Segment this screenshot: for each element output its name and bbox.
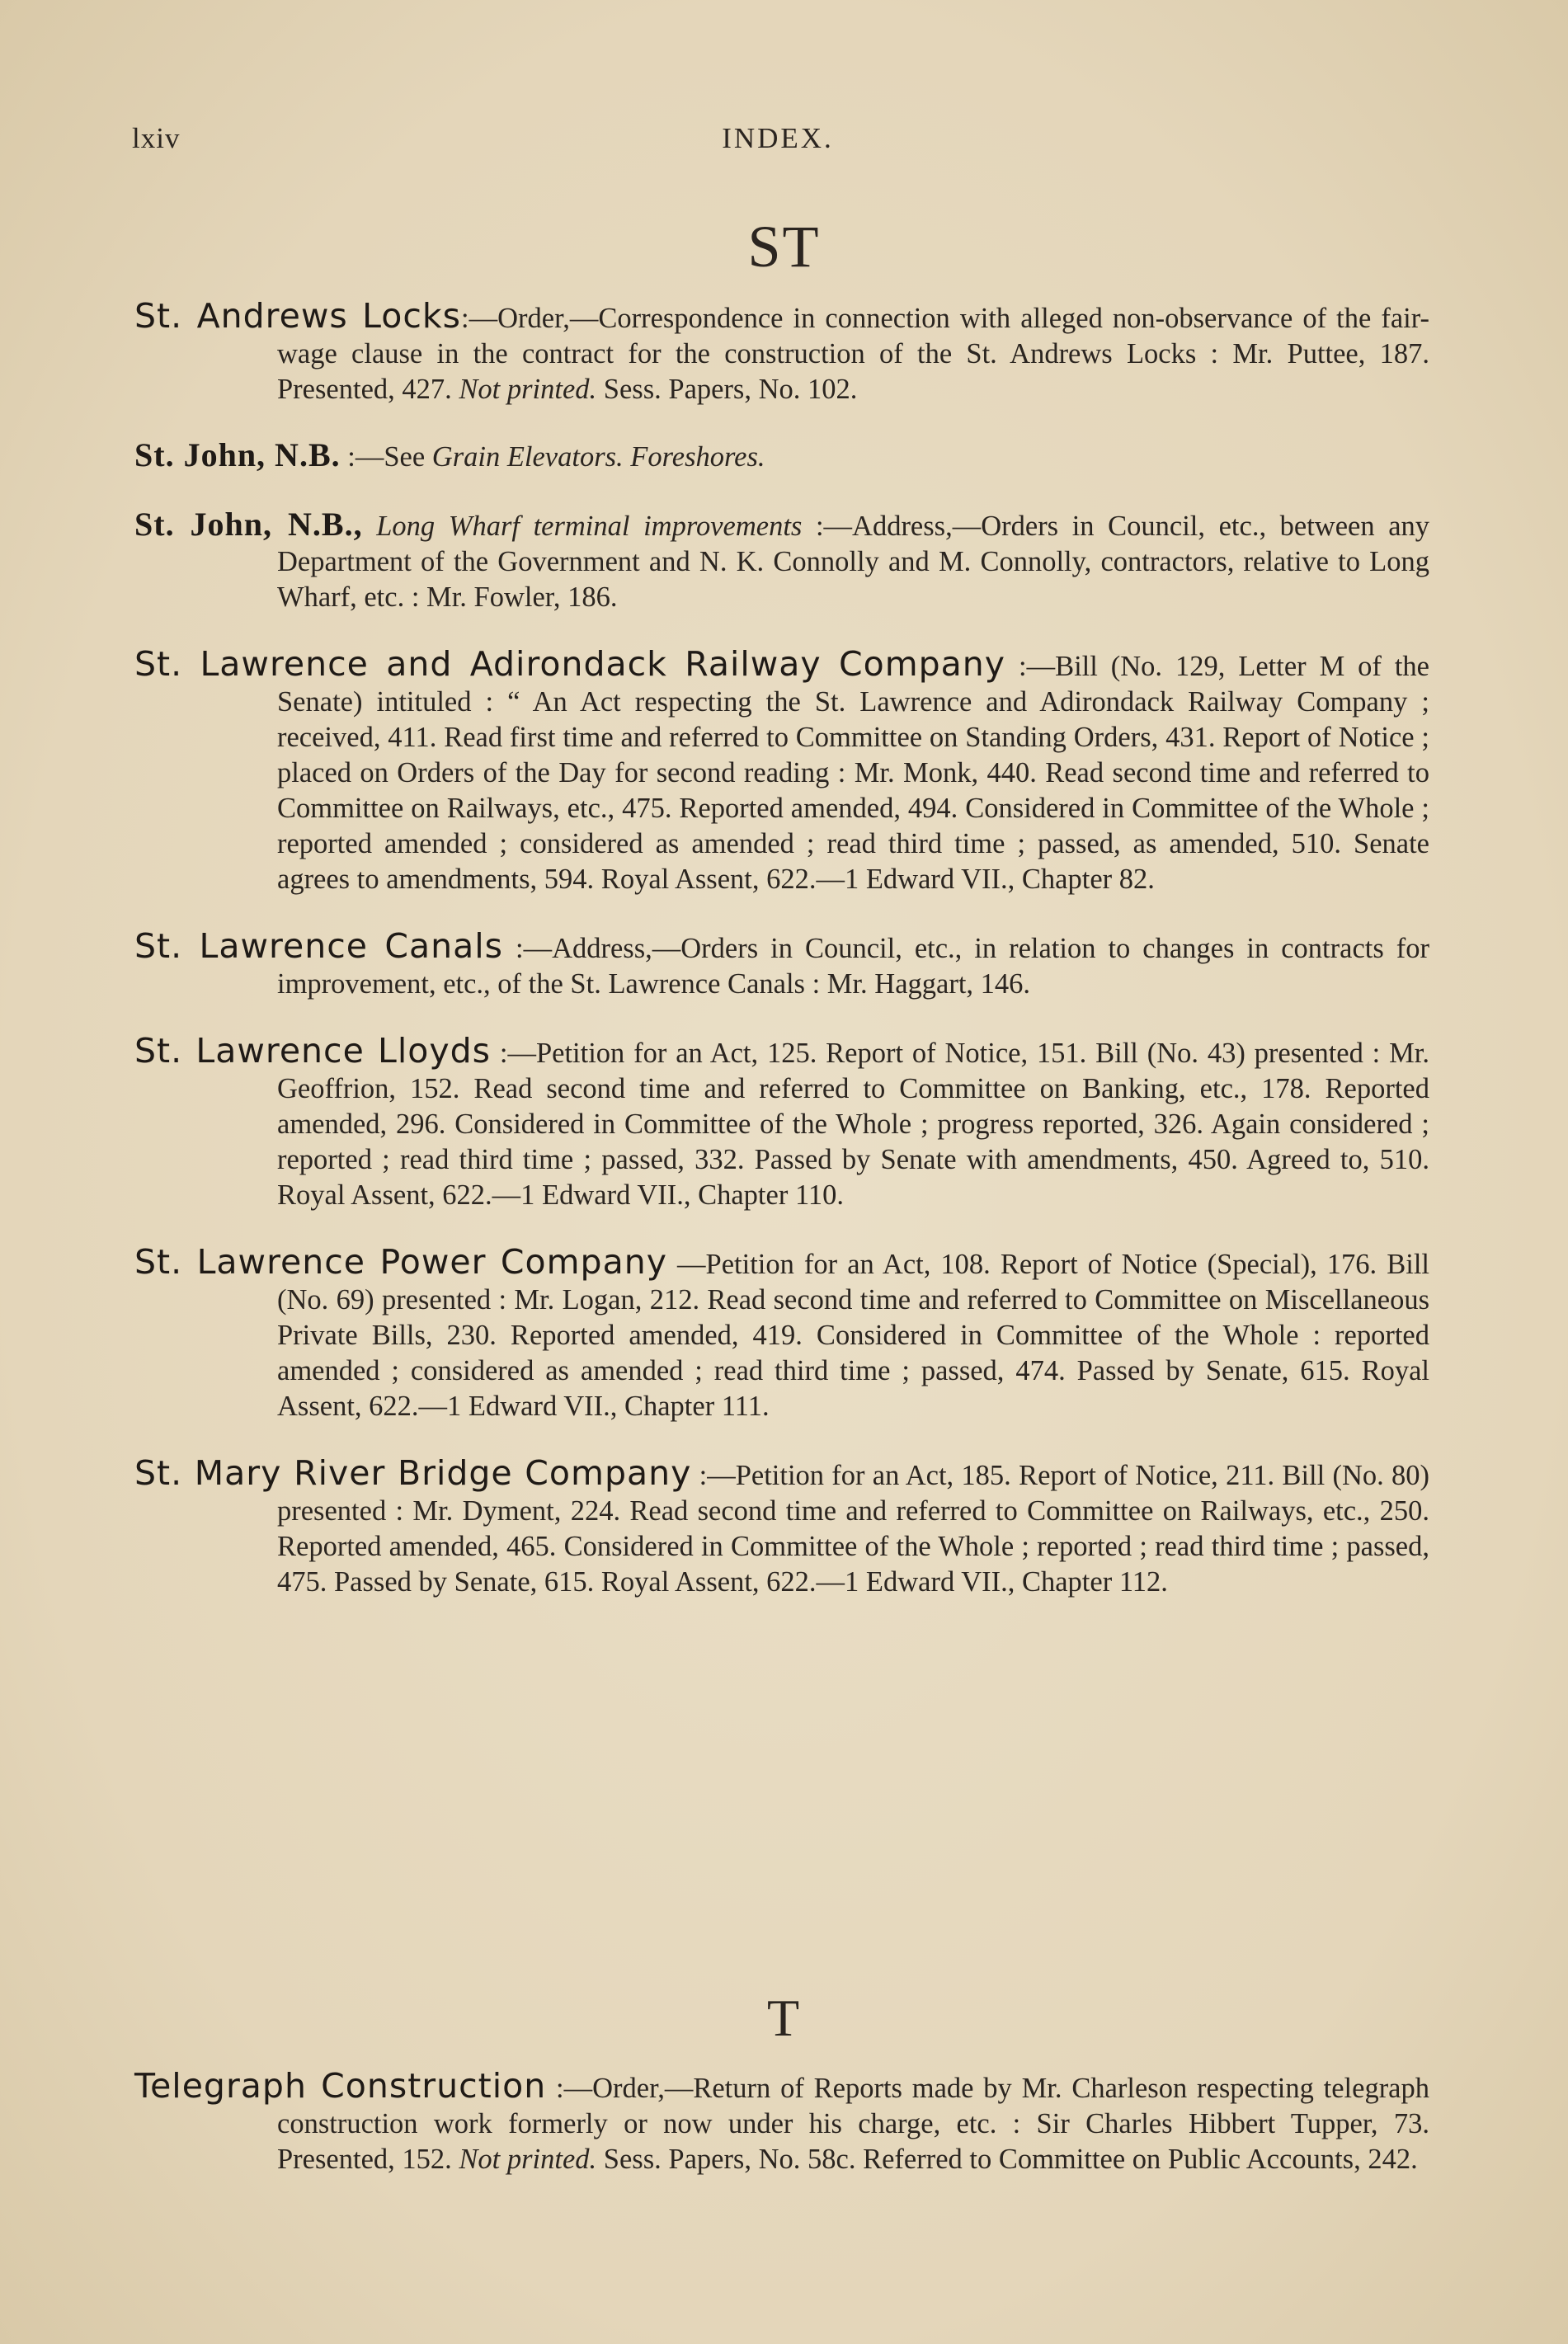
entry-text: :—Order,—Return of Reports made by Mr. Charleson respecting telegraph construction work formerly or now under his charge, etc. : Sir Charles Hibbert Tupper, 73. Presented, 152.: [277, 2073, 1429, 2175]
running-head: [132, 122, 1424, 163]
entry-tail: :—Address,—Orders in Council, etc., between any Department of the Government and N. K. Connolly and M. Connolly, contractors, relative to Long Wharf, etc. : Mr. Fowler, 186.: [277, 511, 1430, 613]
entry-heading: St. John, N.B.: [134, 436, 341, 473]
entry-tail: Sess. Papers, No. 102.: [596, 374, 858, 405]
entry-text: :—Address,—Orders in Council, etc., in relation to changes in contracts for improvement, etc., of the St. Lawrence Canals : Mr. Haggart, 146.: [277, 933, 1429, 1000]
index-entry: [134, 644, 1429, 897]
entry-italic: Long Wharf terminal improvements: [376, 511, 803, 542]
entry-text: :—Petition for an Act, 185. Report of Notice, 211. Bill (No. 80) presented : Mr. Dyment, 224. Read second time and referred to Committee on Railways, etc., 250. Reported amended, 465. Considered in Committee of the Whole ; reported ; read third time ; passed, 475. Passed by Senate, 615. Royal Assent, 622.—1 Edward VII., Chapter 112.: [277, 1460, 1429, 1598]
entry-heading: St. Mary River Bridge Company: [134, 1453, 692, 1493]
entry-italic: Not printed.: [459, 374, 597, 405]
entry-heading: St. Lawrence Canals: [134, 926, 503, 966]
page-folio: lxiv: [132, 122, 181, 154]
page-title: INDEX.: [722, 122, 834, 154]
entry-text: :—Bill (No. 129, Letter M of the Senate) intituled : “ An Act respecting the St. Lawrence and Adirondack Railway Company ; received, 411. Read first time and referred to Committee on Standing Orders, 431. Report of Notice ; placed on Orders of the Day for second reading : Mr. Monk, 440. Read second time and referred to Committee on Railways, etc., 475. Reported amended, 494. Considered in Committee of the Whole ; reported amended ; considered as amended ; read third time ; passed, as amended, 510. Senate agrees to amendments, 594. Royal Assent, 622.—1 Edward VII., Chapter 82.: [277, 651, 1429, 895]
entry-heading: St. Lawrence and Adirondack Railway Company: [134, 644, 1006, 684]
section-letter-st: ST: [747, 214, 821, 280]
index-entry: [134, 437, 1429, 475]
entry-text: [363, 511, 377, 542]
index-entry: [134, 1033, 1429, 1213]
entry-text: :—Petition for an Act, 125. Report of Notice, 151. Bill (No. 43) presented : Mr. Geoffrion, 152. Read second time and referred to Committee on Banking, etc., 178. Reported amended, 296. Considered in Committee of the Whole ; progress reported, 326. Again considered ; reported ; read third time ; passed, 332. Passed by Senate with amendments, 450. Agreed to, 510. Royal Assent, 622.—1 Edward VII., Chapter 110.: [277, 1038, 1429, 1211]
entry-heading: St. John, N.B.,: [134, 506, 363, 543]
entry-text: —Petition for an Act, 108. Report of Notice (Special), 176. Bill (No. 69) presented : Mr. Logan, 212. Read second time and referred to Committee on Miscellaneous Private Bills, 230. Reported amended, 419. Considered in Committee of the Whole : reported amended ; considered as amended ; read third time ; passed, 474. Passed by Senate, 615. Royal Assent, 622.—1 Edward VII., Chapter 111.: [277, 1249, 1429, 1422]
entry-text: :—See: [340, 441, 432, 473]
index-entry: [134, 926, 1429, 1002]
entry-heading: St. Lawrence Power Company: [134, 1242, 667, 1282]
entry-text: :—Order,—Correspondence in connection with alleged non-observance of the fair-wage clause in the contract for the construction of the St. Andrews Locks : Mr. Puttee, 187. Presented, 427.: [277, 303, 1429, 405]
index-entry: [134, 2066, 1429, 2177]
index-entry: [134, 296, 1429, 407]
section-letter-t: T: [766, 1989, 802, 2047]
entry-heading: Telegraph Construction: [134, 2066, 547, 2106]
entry-italic: Not printed.: [459, 2144, 597, 2175]
index-entry: [134, 506, 1429, 615]
entry-heading: St. Andrews Locks: [134, 296, 462, 336]
index-entry: [134, 1242, 1429, 1424]
entries-st: [134, 296, 1430, 1600]
entry-tail: Sess. Papers, No. 58c. Referred to Committee on Public Accounts, 242.: [596, 2144, 1418, 2175]
entry-heading: St. Lawrence Lloyds: [134, 1031, 492, 1071]
entry-italic: Grain Elevators. Foreshores.: [431, 441, 765, 473]
index-entry: [134, 1453, 1429, 1600]
entries-t: [134, 2066, 1429, 2177]
